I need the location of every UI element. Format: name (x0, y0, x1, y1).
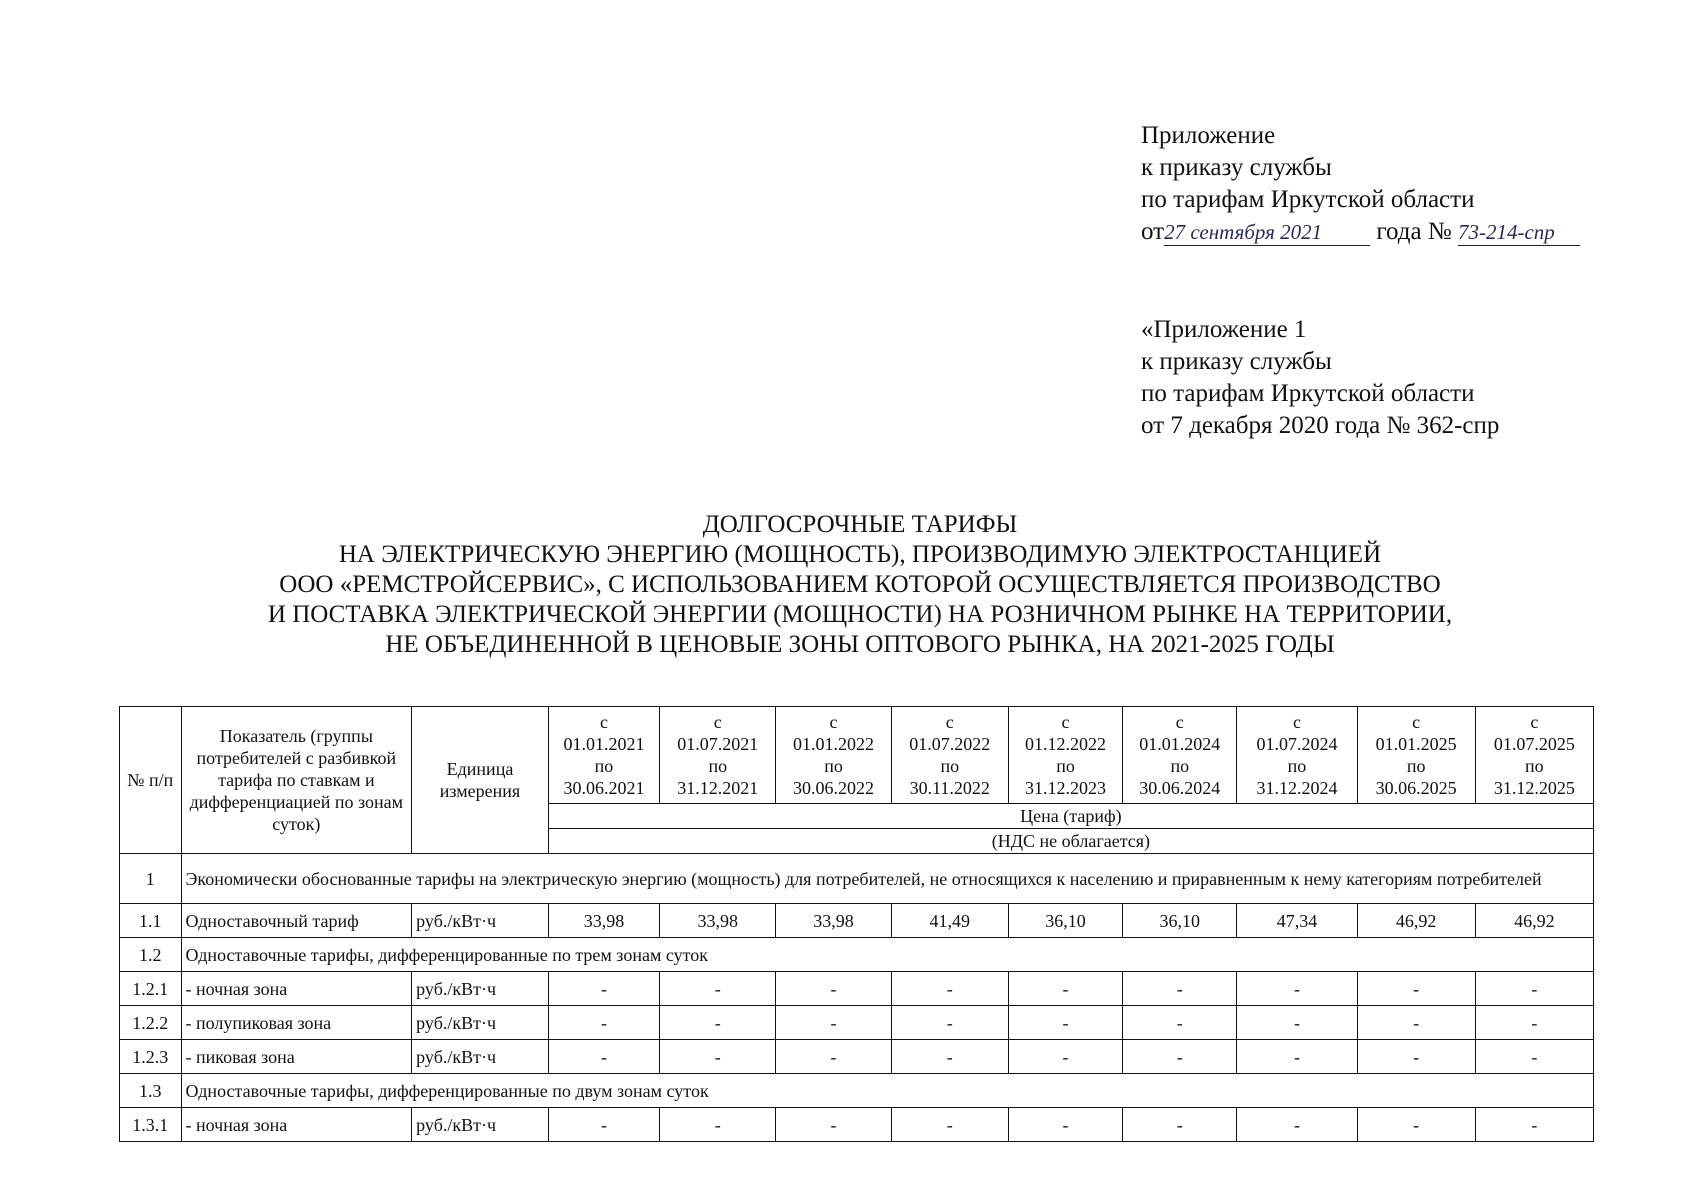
tariff-value: - (1123, 972, 1237, 1006)
tariff-value: 33,98 (548, 904, 659, 938)
from-prefix: от (1141, 218, 1165, 245)
tariff-value: 36,10 (1123, 904, 1237, 938)
row-number: 1 (120, 854, 182, 904)
row-unit: руб./кВт·ч (412, 904, 549, 938)
row-unit: руб./кВт·ч (412, 1006, 549, 1040)
row-unit: руб./кВт·ч (412, 972, 549, 1006)
document-title (150, 510, 1570, 660)
attachment-1-line: от 7 декабря 2020 года № 362-спр (1141, 412, 1500, 439)
attachment-date-line (1141, 216, 1580, 248)
tariff-value: 46,92 (1357, 904, 1475, 938)
subsection-heading: Одноставочные тарифы, дифференцированные по двум зонам суток (181, 1074, 1593, 1108)
table-row (120, 854, 1594, 904)
row-label: - ночная зона (181, 1108, 412, 1142)
period-header: с 01.01.2025 по 30.06.2025 (1357, 707, 1475, 804)
title-line: И ПОСТАВКА ЭЛЕКТРИЧЕСКОЙ ЭНЕРГИИ (МОЩНОСТИ) НА РОЗНИЧНОМ РЫНКЕ НА ТЕРРИТОРИИ, (267, 601, 1453, 628)
tariff-value: - (1357, 1006, 1475, 1040)
period-header: с 01.07.2025 по 31.12.2025 (1475, 707, 1593, 804)
period-header: с 01.01.2021 по 30.06.2021 (548, 707, 659, 804)
tariff-value: - (1237, 1006, 1357, 1040)
table-row (120, 1006, 1594, 1040)
period-header: с 01.07.2022 по 30.11.2022 (891, 707, 1008, 804)
tariff-value: - (891, 1108, 1008, 1142)
column-header-unit: Единица измерения (412, 707, 549, 854)
tariff-value: - (660, 972, 776, 1006)
period-header: с 01.07.2024 по 31.12.2024 (1237, 707, 1357, 804)
tariff-value: - (1475, 1108, 1593, 1142)
tariff-value: 33,98 (660, 904, 776, 938)
title-line: ООО «РЕМСТРОЙСЕРВИС», С ИСПОЛЬЗОВАНИЕМ КОТОРОЙ ОСУЩЕСТВЛЯЕТСЯ ПРОИЗВОДСТВО (279, 571, 1441, 598)
attachment-line: к приказу службы (1141, 154, 1332, 181)
row-label: - ночная зона (181, 972, 412, 1006)
tariff-value: - (1237, 972, 1357, 1006)
table-row (120, 1074, 1594, 1108)
tariff-table (119, 706, 1594, 1142)
tariff-value: - (776, 1040, 891, 1074)
tariff-value: - (776, 1108, 891, 1142)
tariff-value: - (660, 1108, 776, 1142)
row-number: 1.2.3 (120, 1040, 182, 1074)
tariff-value: - (548, 1040, 659, 1074)
tariff-value: 41,49 (891, 904, 1008, 938)
table-row (120, 972, 1594, 1006)
tariff-value: - (548, 1108, 659, 1142)
column-header-number: № п/п (120, 707, 182, 854)
tariff-value: - (1008, 1108, 1122, 1142)
tariff-value: - (1475, 972, 1593, 1006)
handwritten-number: 73-214-спр (1458, 219, 1580, 246)
row-unit: руб./кВт·ч (412, 1040, 549, 1074)
tariff-value: - (776, 972, 891, 1006)
title-line: ДОЛГОСРОЧНЫЕ ТАРИФЫ (702, 511, 1018, 538)
tariff-value: - (548, 972, 659, 1006)
year-number-label: года № (1376, 218, 1452, 245)
subsection-heading: Одноставочные тарифы, дифференцированные по трем зонам суток (181, 938, 1593, 972)
tariff-value: - (891, 1040, 1008, 1074)
table-row (120, 1040, 1594, 1074)
row-label: - пиковая зона (181, 1040, 412, 1074)
tariff-value: - (660, 1040, 776, 1074)
attachment-line: по тарифам Иркутской области (1141, 186, 1475, 213)
period-header: с 01.12.2022 по 31.12.2023 (1008, 707, 1122, 804)
row-number: 1.3 (120, 1074, 182, 1108)
tariff-value: - (776, 1006, 891, 1040)
tariff-value: - (660, 1006, 776, 1040)
table-row (120, 938, 1594, 972)
attachment-1-line: «Приложение 1 (1141, 316, 1307, 343)
tariff-value: - (1123, 1108, 1237, 1142)
row-number: 1.2.1 (120, 972, 182, 1006)
tariff-value: - (1475, 1040, 1593, 1074)
tariff-value: - (1123, 1040, 1237, 1074)
tariff-value: - (891, 1006, 1008, 1040)
tariff-value: 36,10 (1008, 904, 1122, 938)
row-label: Одноставочный тариф (181, 904, 412, 938)
attachment-1-header (1141, 314, 1499, 442)
row-number: 1.2.2 (120, 1006, 182, 1040)
period-header: с 01.07.2021 по 31.12.2021 (660, 707, 776, 804)
row-label: - полупиковая зона (181, 1006, 412, 1040)
attachment-1-line: к приказу службы (1141, 348, 1332, 375)
tariff-value: - (1475, 1006, 1593, 1040)
tariff-value: - (1357, 1108, 1475, 1142)
title-line: НЕ ОБЪЕДИНЕННОЙ В ЦЕНОВЫЕ ЗОНЫ ОПТОВОГО РЫНКА, НА 2021-2025 ГОДЫ (385, 631, 1335, 658)
tariff-value: - (1357, 972, 1475, 1006)
tariff-value: - (548, 1006, 659, 1040)
table-row (120, 1108, 1594, 1142)
row-number: 1.1 (120, 904, 182, 938)
title-line: НА ЭЛЕКТРИЧЕСКУЮ ЭНЕРГИЮ (МОЩНОСТЬ), ПРОИЗВОДИМУЮ ЭЛЕКТРОСТАНЦИЕЙ (338, 541, 1382, 568)
vat-header: (НДС не облагается) (548, 829, 1593, 854)
attachment-header (1141, 120, 1580, 248)
attachment-1-line: по тарифам Иркутской области (1141, 380, 1475, 407)
price-header: Цена (тариф) (548, 804, 1593, 829)
tariff-value: - (1008, 972, 1122, 1006)
tariff-value: - (1237, 1040, 1357, 1074)
section-heading: Экономически обоснованные тарифы на электрическую энергию (мощность) для потребителей, не относящихся к населению и приравненным к нему категориям потребителей (181, 854, 1593, 904)
tariff-value: 47,34 (1237, 904, 1357, 938)
tariff-value: - (1008, 1006, 1122, 1040)
period-header: с 01.01.2022 по 30.06.2022 (776, 707, 891, 804)
tariff-value: 33,98 (776, 904, 891, 938)
table-row (120, 904, 1594, 938)
tariff-value: - (891, 972, 1008, 1006)
tariff-value: - (1008, 1040, 1122, 1074)
handwritten-date: 27 сентября 2021 (1164, 219, 1370, 246)
row-unit: руб./кВт·ч (412, 1108, 549, 1142)
tariff-value: - (1357, 1040, 1475, 1074)
column-header-indicator: Показатель (группы потребителей с разбивкой тарифа по ставкам и дифференциацией по зонам суток) (181, 707, 412, 854)
tariff-value: - (1237, 1108, 1357, 1142)
tariff-value: 46,92 (1475, 904, 1593, 938)
row-number: 1.3.1 (120, 1108, 182, 1142)
tariff-value: - (1123, 1006, 1237, 1040)
row-number: 1.2 (120, 938, 182, 972)
attachment-line: Приложение (1141, 122, 1276, 149)
period-header: с 01.01.2024 по 30.06.2024 (1123, 707, 1237, 804)
